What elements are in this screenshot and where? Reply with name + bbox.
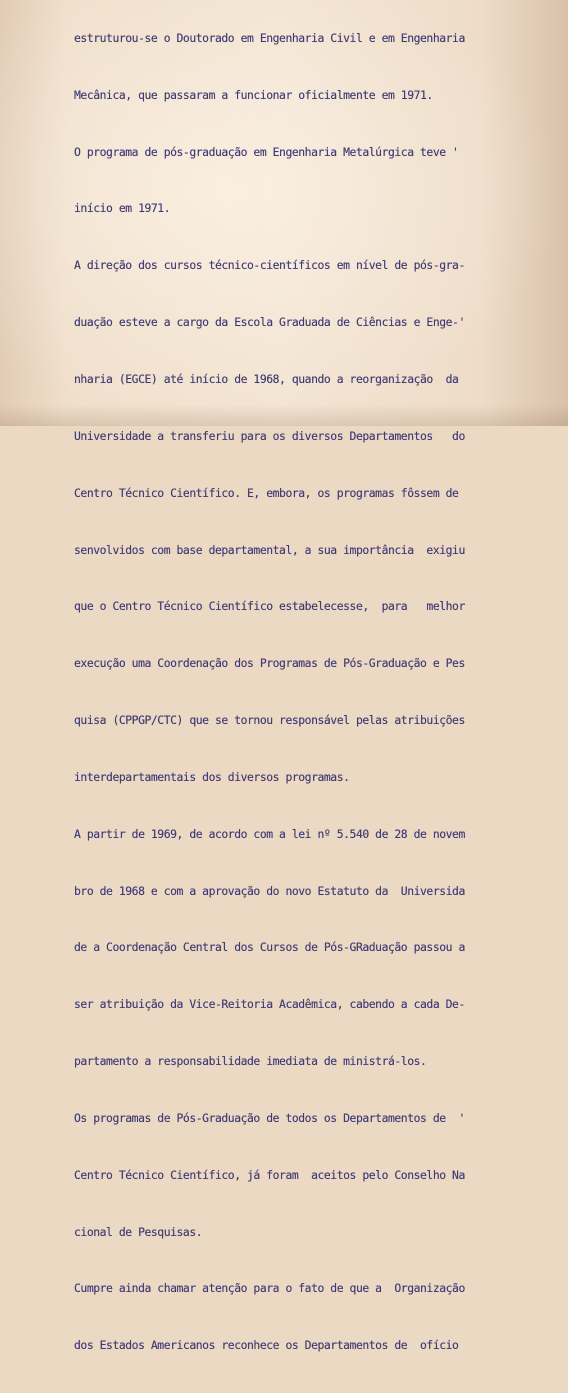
text-line: estruturou-se o Doutorado em Engenharia Civil e em Engenharia xyxy=(74,30,465,45)
text-line: Mecânica, que passaram a funcionar oficialmente em 1971. xyxy=(74,87,433,102)
text-line: A direção dos cursos técnico-científicos em nível de pós-gra- xyxy=(74,258,465,273)
text-line: dos Estados Americanos reconhece os Departamentos de ofício xyxy=(74,1338,459,1353)
text-line: de a Coordenação Central dos Cursos de Pós-GRaduação passou a xyxy=(74,940,465,955)
typewritten-text-block xyxy=(74,0,564,1393)
text-line: início em 1971. xyxy=(74,201,171,216)
text-line: Cumpre ainda chamar atenção para o fato de que a Organização xyxy=(74,1281,465,1296)
text-line: execução uma Coordenação dos Programas de Pós-Graduação e Pes xyxy=(74,656,465,671)
text-line: nharia (EGCE) até início de 1968, quando a reorganização da xyxy=(74,371,459,386)
text-line: que o Centro Técnico Científico estabelecesse, para melhor xyxy=(74,599,465,614)
text-line: bro de 1968 e com a aprovação do novo Estatuto da Universida xyxy=(74,883,465,898)
text-line: senvolvidos com base departamental, a sua importância exigiu xyxy=(74,542,465,557)
text-line: Centro Técnico Científico. E, embora, os programas fôssem de xyxy=(74,485,459,500)
text-line: partamento a responsabilidade imediata de ministrá-los. xyxy=(74,1054,427,1069)
text-line: cional de Pesquisas. xyxy=(74,1224,203,1239)
text-line: interdepartamentais dos diversos programas. xyxy=(74,769,350,784)
text-line: ser atribuição da Vice-Reitoria Acadêmica, cabendo a cada De- xyxy=(74,997,465,1012)
text-line: quisa (CPPGP/CTC) que se tornou responsável pelas atribuições xyxy=(74,713,465,728)
text-line: Centro Técnico Científico, já foram aceitos pelo Conselho Na xyxy=(74,1167,465,1182)
text-line: Os programas de Pós-Graduação de todos os Departamentos de ' xyxy=(74,1110,465,1125)
text-line: O programa de pós-graduação em Engenharia Metalúrgica teve ' xyxy=(74,144,459,159)
text-line: A partir de 1969, de acordo com a lei nº 5.540 de 28 de novem xyxy=(74,826,465,841)
text-line: duação esteve a cargo da Escola Graduada de Ciências e Enge-' xyxy=(74,315,465,330)
text-line: Universidade a transferiu para os diversos Departamentos do xyxy=(74,428,465,443)
